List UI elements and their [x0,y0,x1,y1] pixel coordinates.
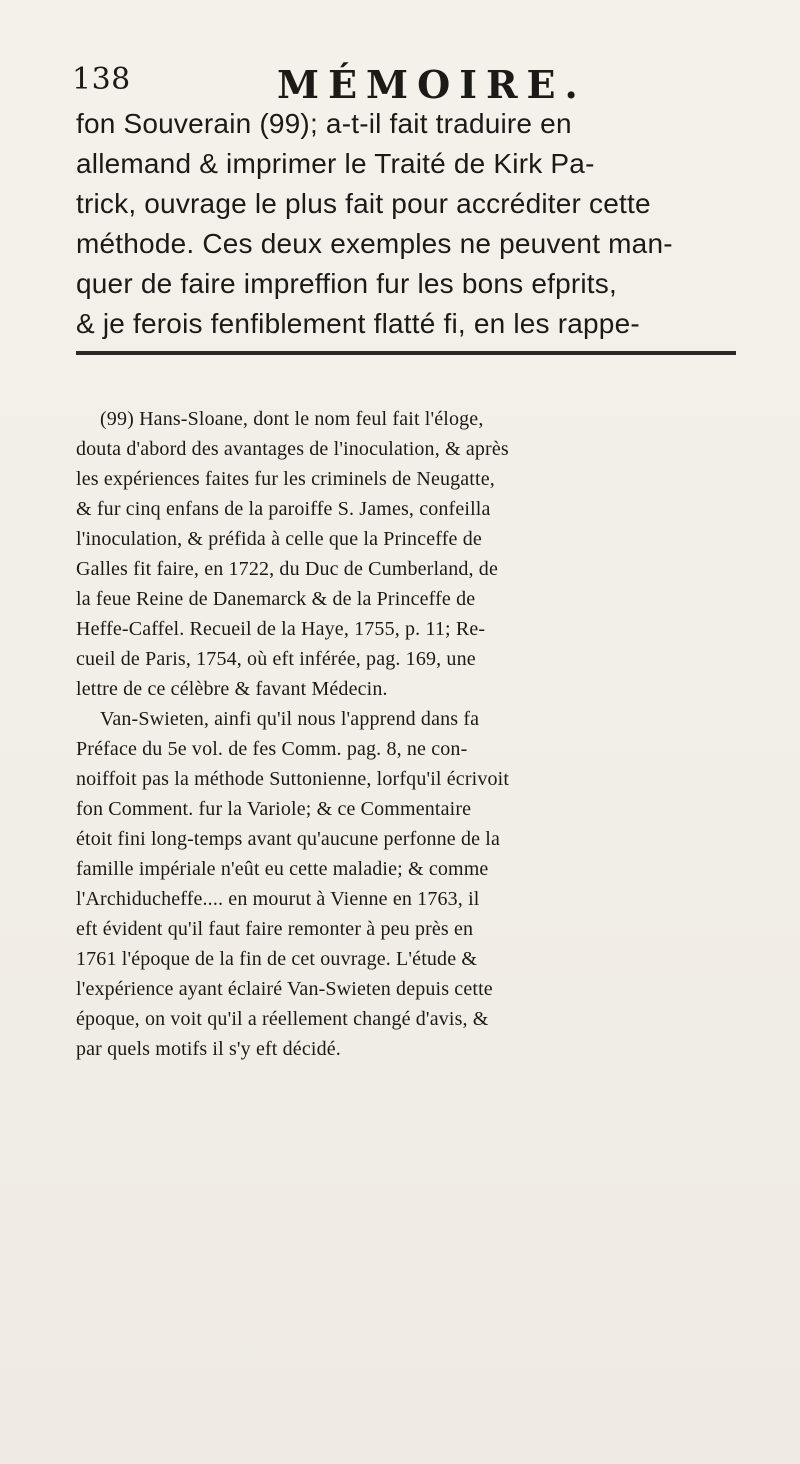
footnote-line: par quels motifs il s'y eft décidé. [76,1038,341,1060]
footnote-line: noiffoit pas la méthode Suttonienne, lorfqu'il écrivoit [76,768,510,790]
footnote-line: 1761 l'époque de la fin de cet ouvrage. L'étude & [76,948,478,970]
main-text-line: trick, ouvrage le plus fait pour accréditer cette [76,188,651,219]
footnote-line: eft évident qu'il faut faire remonter à peu près en [76,918,474,940]
footnote-line: douta d'abord des avantages de l'inoculation, & après [76,438,509,460]
page-title: MÉMOIRE. [277,62,587,107]
main-text-line: & je ferois fenfiblement flatté fi, en les rappe- [76,308,640,339]
footnote-line: la feue Reine de Danemarck & de la Princeffe de [76,588,476,610]
main-text [76,104,736,344]
main-text-line: quer de faire impreffion fur les bons efprits, [76,268,617,299]
main-text-line: fon Souverain (99); a-t-il fait traduire en [76,108,572,139]
footnote-line: cueil de Paris, 1754, où eft inférée, pag. 169, une [76,648,476,670]
footnotes [76,404,736,1064]
footnote-line: Heffe-Caffel. Recueil de la Haye, 1755, p. 11; Re- [76,618,486,640]
footnote-line: Galles fit faire, en 1722, du Duc de Cumberland, de [76,558,498,580]
footnote-line: l'Archiducheffe.... en mourut à Vienne en 1763, il [76,888,480,910]
footnote-line: & fur cinq enfans de la paroiffe S. James, confeilla [76,498,491,520]
footnote-line: étoit fini long-temps avant qu'aucune perfonne de la [76,828,501,850]
footnote-line: l'expérience ayant éclairé Van-Swieten depuis cette [76,978,493,1000]
footnote-line: lettre de ce célèbre & favant Médecin. [76,678,388,700]
footnote-line: époque, on voit qu'il a réellement changé d'avis, & [76,1008,489,1030]
section-divider [76,351,736,355]
main-text-line: méthode. Ces deux exemples ne peuvent man- [76,228,673,259]
footnote-line: Van-Swieten, ainfi qu'il nous l'apprend dans fa [100,708,480,730]
footnote-line: fon Comment. fur la Variole; & ce Commentaire [76,798,472,820]
footnote-line: (99) Hans-Sloane, dont le nom feul fait l'éloge, [100,408,484,430]
main-text-line: allemand & imprimer le Traité de Kirk Pa- [76,148,595,179]
footnote-line: les expériences faites fur les criminels de Neugatte, [76,468,495,490]
page-number: 138 [72,62,131,97]
footnote-line: l'inoculation, & préfida à celle que la Princeffe de [76,528,482,550]
footnote-line: Préface du 5e vol. de fes Comm. pag. 8, ne con- [76,738,468,760]
footnote-line: famille impériale n'eût eu cette maladie; & comme [76,858,489,880]
